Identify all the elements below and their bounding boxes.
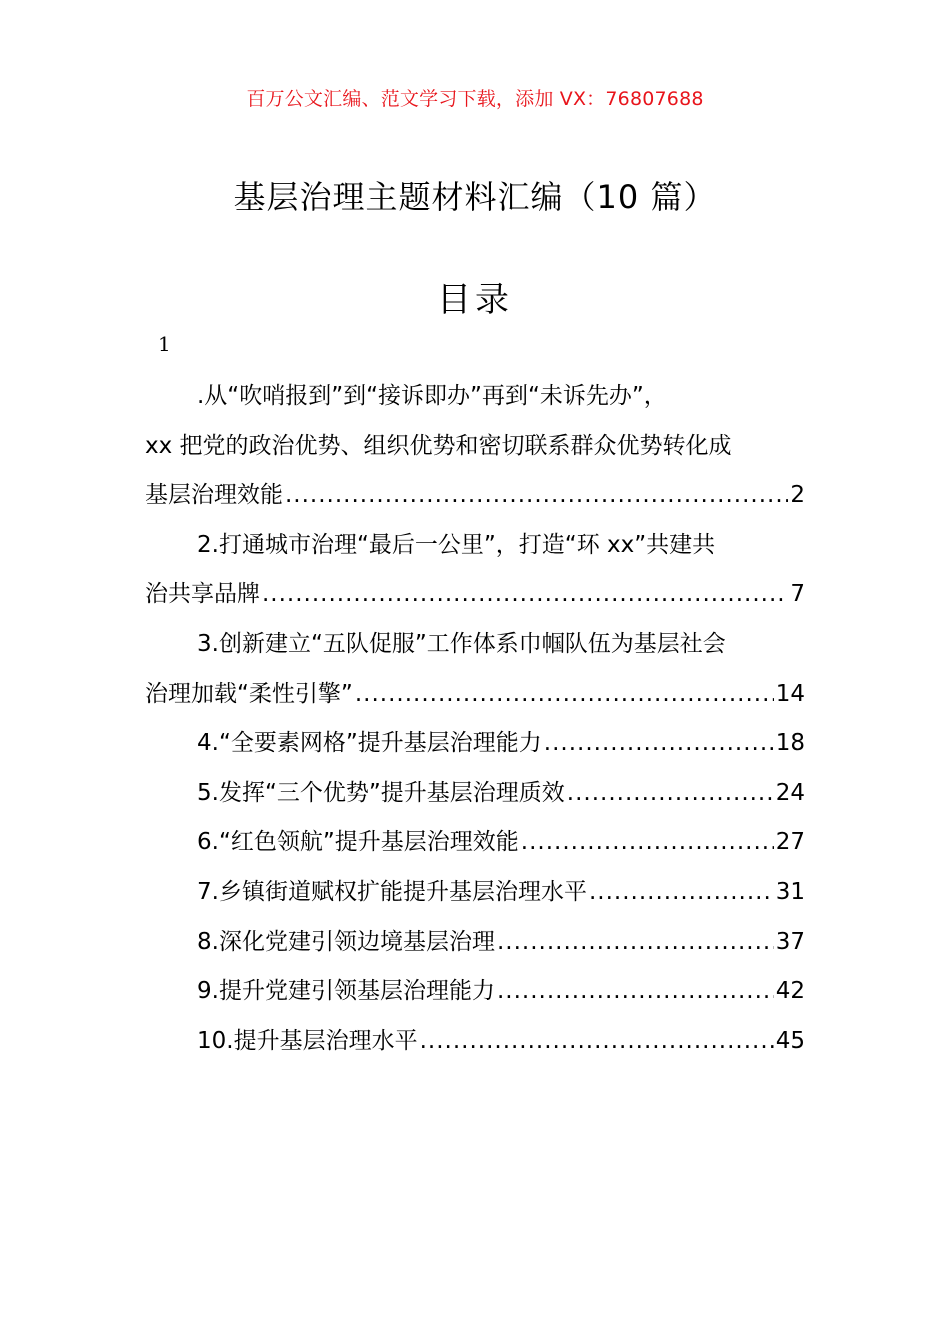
toc-entry-line [145,372,805,422]
toc-entry-line [145,422,805,472]
dot-leader [497,918,774,968]
toc-entry-text: 治共享品牌 [145,581,260,608]
toc-entry-text: 7.乡镇街道赋权扩能提升基层治理水平 [197,878,587,905]
toc-entry-line [145,967,805,1017]
dot-leader [567,769,774,819]
toc-entry[interactable] [145,868,805,918]
header-note: 百万公文汇编、范文学习下载，添加 VX：76807688 [246,88,704,110]
toc-page-number: 24 [775,779,805,806]
toc-entry-line [145,868,805,918]
toc-entry-line [145,1017,805,1067]
dot-leader [521,818,774,868]
toc-entry[interactable] [145,521,805,620]
toc-entry-line [145,769,805,819]
toc-entry-line [145,570,805,620]
dot-leader [589,868,774,918]
toc-entry[interactable] [145,1017,805,1067]
page-marker: 1 [158,332,171,356]
toc-entry-line [145,620,805,670]
toc-entry-text: .从“吹哨报到”到“接诉即办”再到“未诉先办”， [197,383,667,409]
toc-entry[interactable] [145,620,805,719]
document-title: 基层治理主题材料汇编（10 篇） [233,178,717,216]
toc-page-number: 42 [775,978,805,1005]
toc-entry-line [145,670,805,720]
toc-entry-text: 10.提升基层治理水平 [197,1027,418,1054]
dot-leader [544,719,774,769]
dot-leader [420,1017,774,1067]
toc-entry-line [145,818,805,868]
toc-entry[interactable] [145,372,805,521]
toc-entry-line [145,471,805,521]
toc-page-number: 7 [790,581,805,608]
toc-entry-text: 5.发挥“三个优势”提升基层治理质效 [197,779,565,806]
toc-entry-text: 基层治理效能 [145,482,283,509]
toc-entry-line [145,918,805,968]
dot-leader [262,570,788,620]
toc-page-number: 45 [775,1027,805,1054]
toc-entry[interactable] [145,769,805,819]
toc-entry-text: 8.深化党建引领边境基层治理 [197,928,495,955]
toc-entry-text: 6.“红色领航”提升基层治理效能 [197,829,519,856]
toc-entry-text: 3.创新建立“五队促服”工作体系巾帼队伍为基层社会 [197,630,726,657]
toc-heading: 目录 [437,280,513,320]
toc-entry-text: xx 把党的政治优势、组织优势和密切联系群众优势转化成 [145,432,732,459]
dot-leader [285,471,788,521]
toc-entry-text: 治理加载“柔性引擎” [145,680,353,707]
toc-entry-text: 9.提升党建引领基层治理能力 [197,978,495,1005]
toc-entry-text: 4.“全要素网格”提升基层治理能力 [197,730,542,757]
toc-entry-line [145,719,805,769]
toc-page-number: 14 [775,680,805,707]
table-of-contents [145,372,805,1066]
toc-page-number: 31 [775,878,805,905]
dot-leader [497,967,774,1017]
toc-entry[interactable] [145,818,805,868]
toc-page-number: 18 [775,730,805,757]
toc-entry[interactable] [145,719,805,769]
toc-entry[interactable] [145,967,805,1017]
toc-page-number: 37 [775,928,805,955]
toc-entry-text: 2.打通城市治理“最后一公里”，打造“环 xx”共建共 [197,531,716,558]
toc-entry[interactable] [145,918,805,968]
toc-entry-line [145,521,805,571]
toc-page-number: 27 [775,829,805,856]
toc-page-number: 2 [790,482,805,509]
dot-leader [355,670,774,720]
